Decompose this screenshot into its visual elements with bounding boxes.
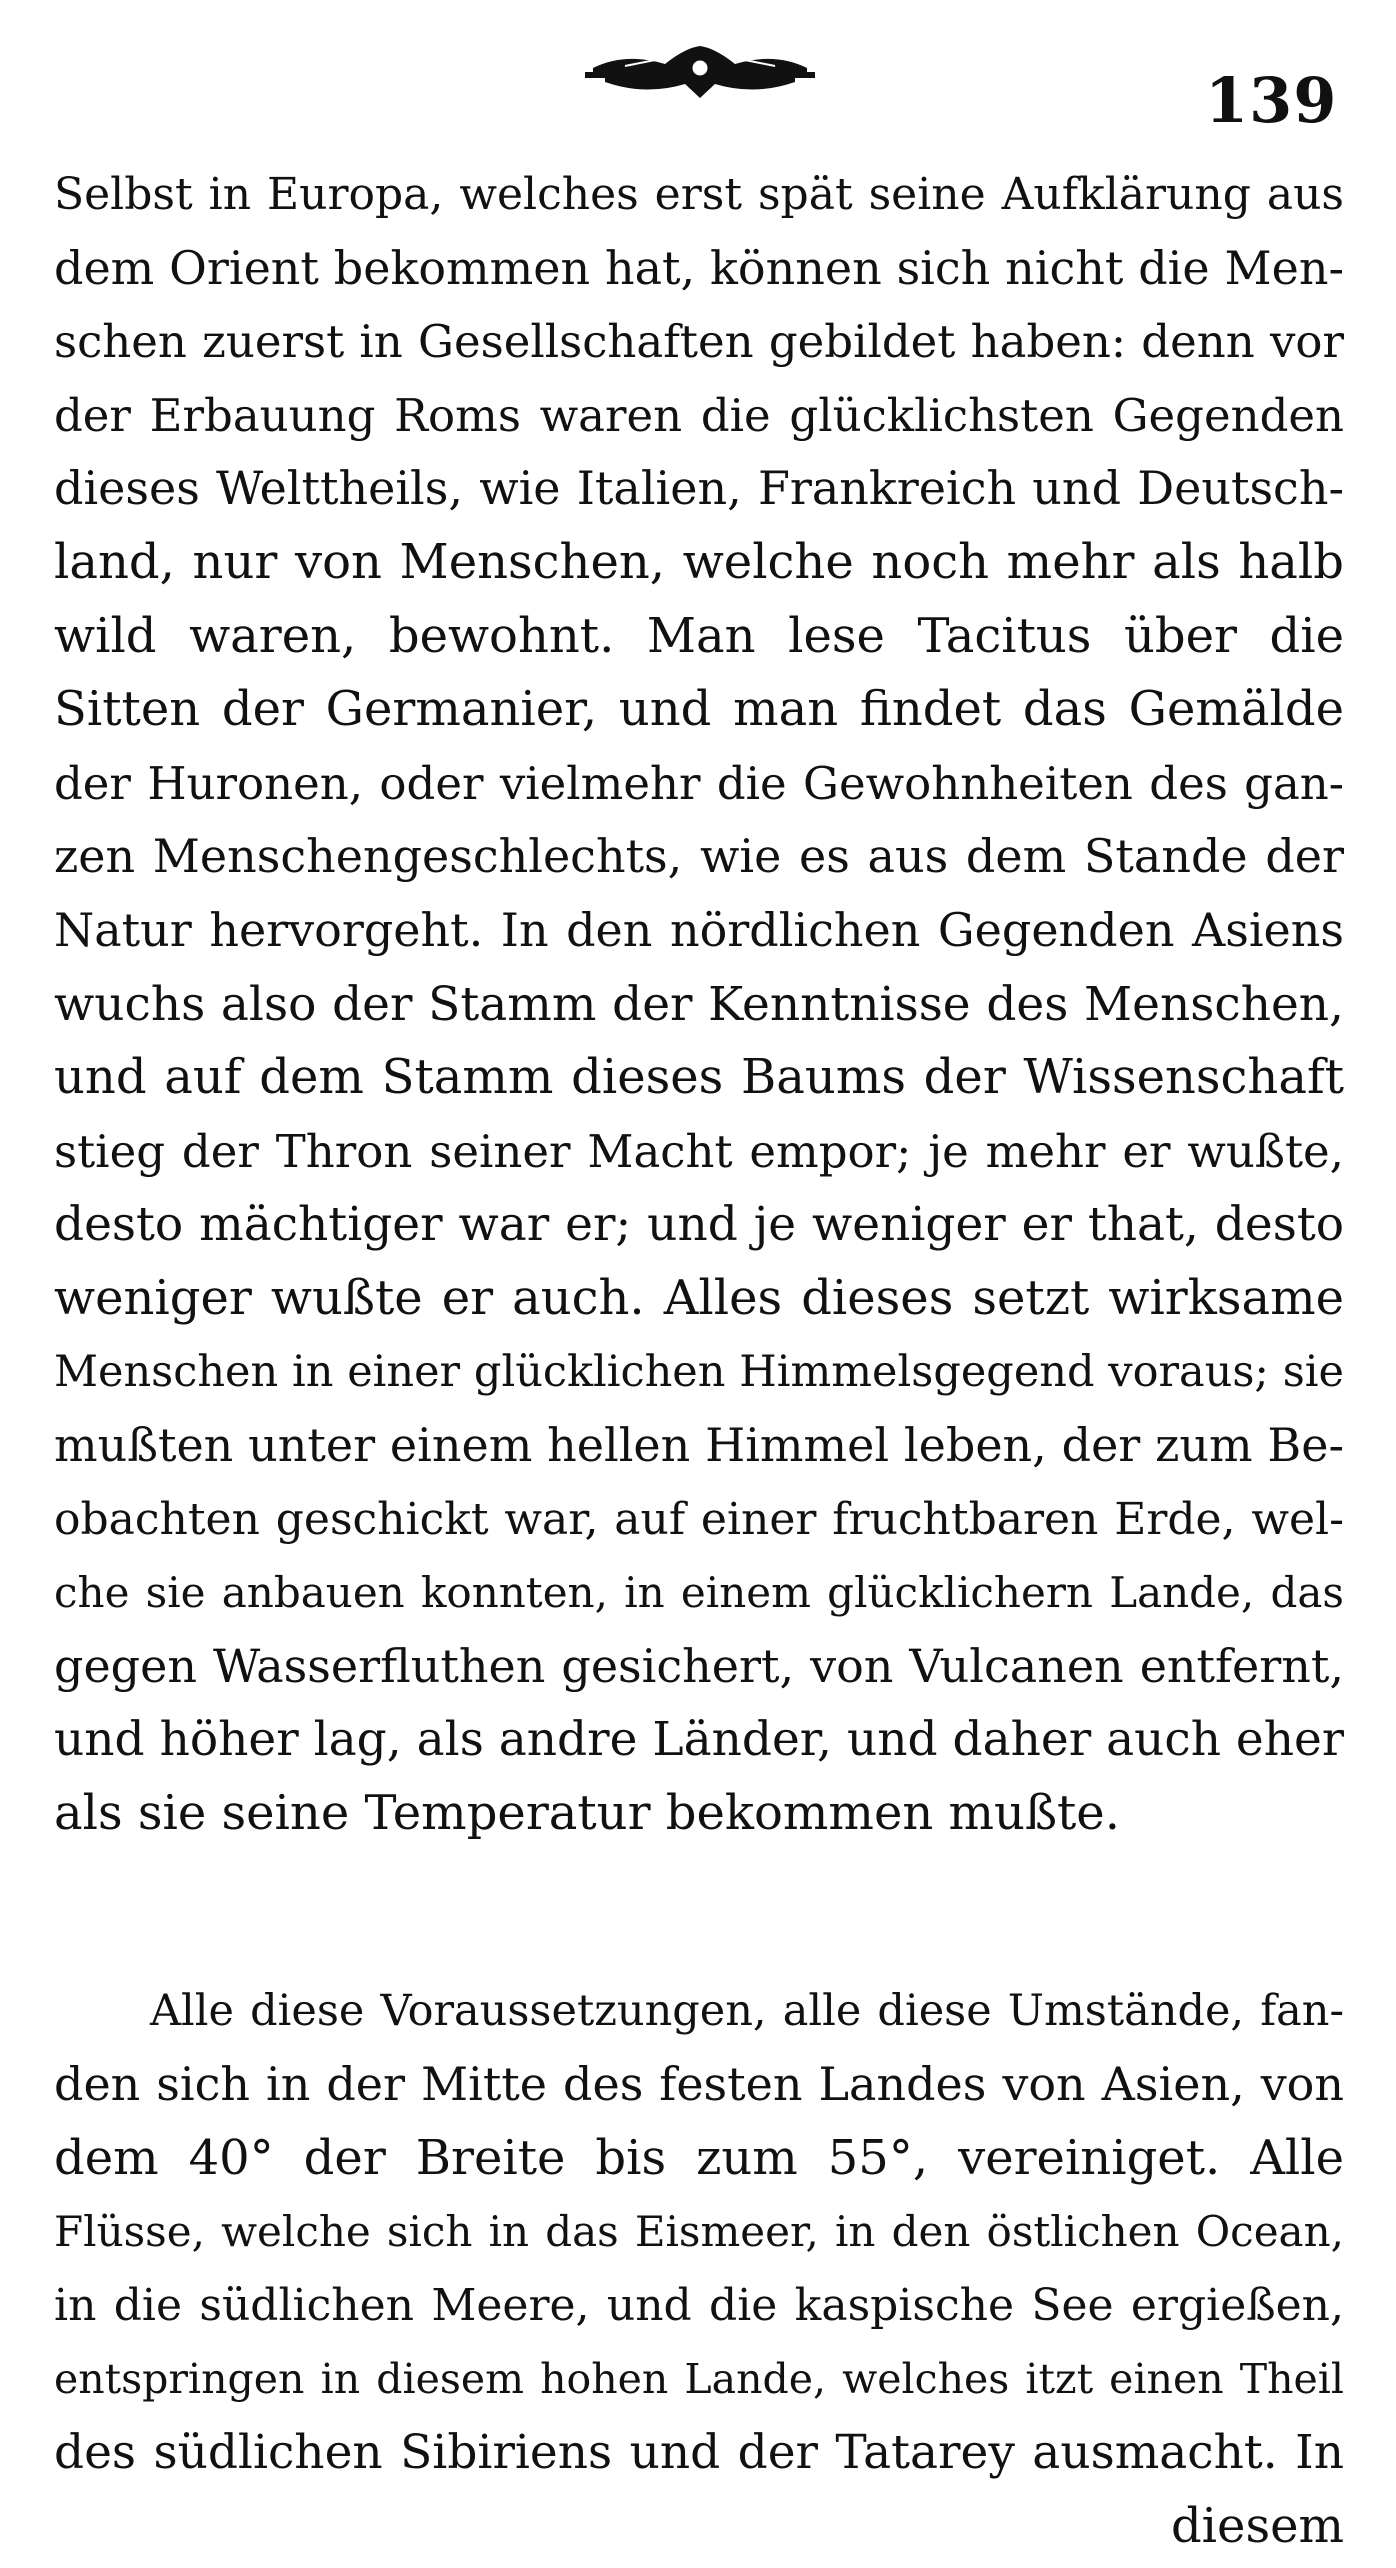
- text-line: land, nur von Menschen, welche noch mehr als halb: [54, 533, 1344, 590]
- text-line: stieg der Thron seiner Macht empor; je mehr er wußte,: [54, 1124, 1344, 1178]
- text-line: den sich in der Mitte des festen Landes von Asien, von: [54, 2057, 1344, 2112]
- text-line: dem 40° der Breite bis zum 55°, vereiniget. Alle: [54, 2129, 1344, 2186]
- text-line: wuchs also der Stamm der Kenntnisse des Menschen,: [54, 976, 1344, 1032]
- text-line: Flüsse, welche sich in das Eismeer, in den östlichen Ocean,: [54, 2207, 1344, 2257]
- text-line: der Erbauung Roms waren die glücklichsten Gegenden: [54, 388, 1344, 442]
- text-line: Alle diese Voraussetzungen, alle diese Umstände, fan-: [150, 1985, 1344, 2036]
- text-line: mußten unter einem hellen Himmel leben, der zum Be-: [54, 1418, 1344, 1473]
- catchword: diesem: [1170, 2497, 1344, 2554]
- text-line: entspringen in diesem hohen Lande, welches itzt einen Theil: [54, 2354, 1344, 2403]
- text-line: desto mächtiger war er; und je weniger er that, desto: [54, 1197, 1344, 1253]
- text-line: che sie anbauen konnten, in einem glücklichern Lande, das: [54, 1568, 1344, 1618]
- text-line: und höher lag, als andre Länder, und daher auch eher: [54, 1712, 1344, 1768]
- text-line: und auf dem Stamm dieses Baums der Wissenschaft: [54, 1049, 1344, 1106]
- text-line: wild waren, bewohnt. Man lese Tacitus über die: [54, 607, 1344, 664]
- text-line: Natur hervorgeht. In den nördlichen Gegenden Asiens: [54, 902, 1344, 957]
- paragraph-1: [54, 158, 1344, 1851]
- body-text: [54, 158, 1344, 2563]
- text-line: weniger wußte er auch. Alles dieses setzt wirksame: [54, 1269, 1344, 1326]
- text-line: als sie seine Temperatur bekommen mußte.: [54, 1785, 1120, 1842]
- text-line: der Huronen, oder vielmehr die Gewohnheiten des gan-: [54, 756, 1344, 810]
- text-line: gegen Wasserfluthen gesichert, von Vulcanen entfernt,: [54, 1638, 1344, 1693]
- decorative-headpiece-icon: [585, 38, 815, 110]
- text-line: in die südlichen Meere, und die kaspische See ergießen,: [54, 2280, 1344, 2332]
- text-line: Menschen in einer glücklichen Himmelsgegend voraus; sie: [54, 1346, 1344, 1397]
- text-line: zen Menschengeschlechts, wie es aus dem Stande der: [54, 829, 1344, 884]
- text-line: obachten geschickt war, auf einer fruchtbaren Erde, wel-: [54, 1493, 1344, 1545]
- text-line: dieses Welttheils, wie Italien, Frankreich und Deutsch-: [54, 461, 1344, 516]
- text-line: Sitten der Germanier, und man findet das Gemälde: [54, 681, 1344, 738]
- text-line: des südlichen Sibiriens und der Tatarey ausmacht. In: [54, 2425, 1344, 2481]
- text-line: dem Orient bekommen hat, können sich nicht die Men-: [54, 240, 1344, 295]
- text-line: schen zuerst in Gesellschaften gebildet haben: denn vor: [54, 315, 1344, 369]
- page-number: 139: [1205, 64, 1338, 137]
- text-line: Selbst in Europa, welches erst spät seine Aufklärung aus: [54, 169, 1344, 220]
- paragraph-2: [54, 1975, 1344, 2490]
